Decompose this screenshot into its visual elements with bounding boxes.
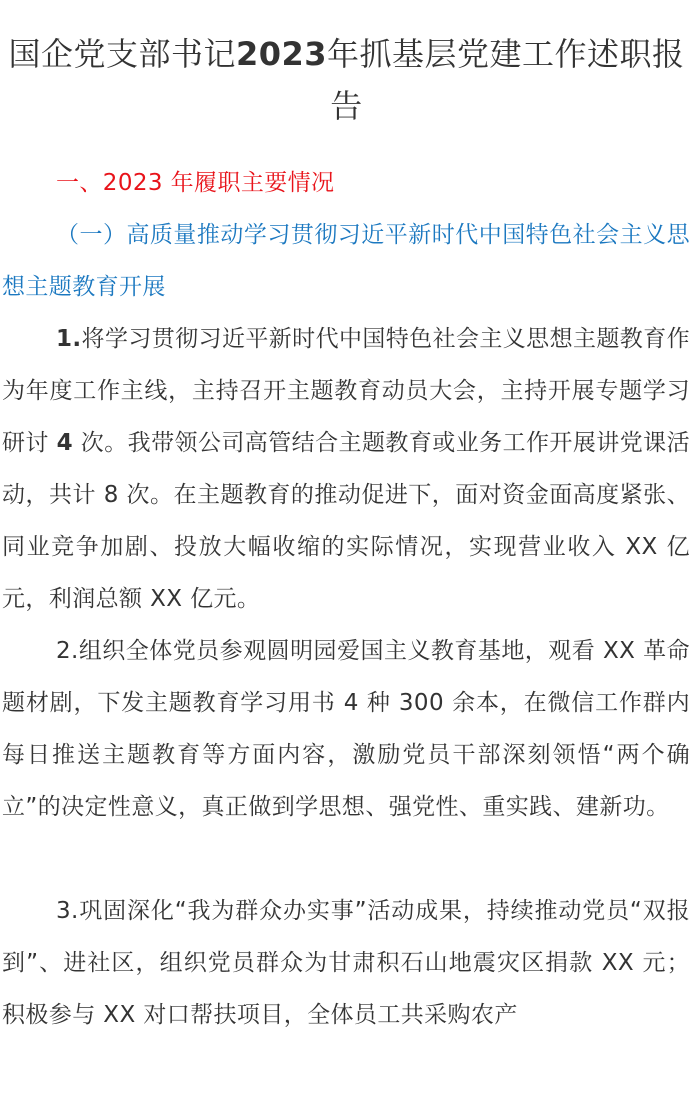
document-title — [0, 28, 693, 132]
title-part2: 年抓基层党建工作述职报告 — [327, 35, 685, 125]
title-year: 2023 — [235, 35, 328, 73]
paragraph-2: 2.组织全体党员参观圆明园爱国主义教育基地，观看 XX 革命题材剧，下发主题教育学习用书 4 种 300 余本，在微信工作群内每日推送主题教育等方面内容，激励党员干部深刻领悟“两个确立”的决定性意义，真正做到学思想、强党性、重实践、建新功。 — [2, 638, 690, 820]
paragraph-1 — [2, 313, 690, 625]
paragraph-1-number: 1. — [56, 326, 82, 352]
section-heading-1: 一、2023 年履职主要情况 — [56, 170, 335, 196]
paragraph-1-text-a: 将学习贯彻习近平新时代中国特色社会主义思想主题教育作为年度工作主线，主持召开主题教育动员大会，主持开展专题学习研讨 — [2, 326, 690, 456]
section-heading-2: （一）高质量推动学习贯彻习近平新时代中国特色社会主义思想主题教育开展 — [2, 222, 690, 300]
paragraph-3: 3.巩固深化“我为群众办实事”活动成果，持续推动党员“双报到”、进社区，组织党员群众为甘肃积石山地震灾区捐款 XX 元；积极参与 XX 对口帮扶项目，全体员工共采购农产 — [2, 898, 690, 1028]
title-part1: 国企党支部书记 — [8, 35, 236, 73]
paragraph-1-text-b: 次。我带领公司高管结合主题教育或业务工作开展讲党课活动，共计 8 次。在主题教育的推动促进下，面对资金面高度紧张、同业竞争加剧、投放大幅收缩的实际情况，实现营业收入 XX 亿元，利润总额 XX 亿元。 — [2, 430, 690, 612]
paragraph-1-count: 4 — [56, 430, 74, 456]
